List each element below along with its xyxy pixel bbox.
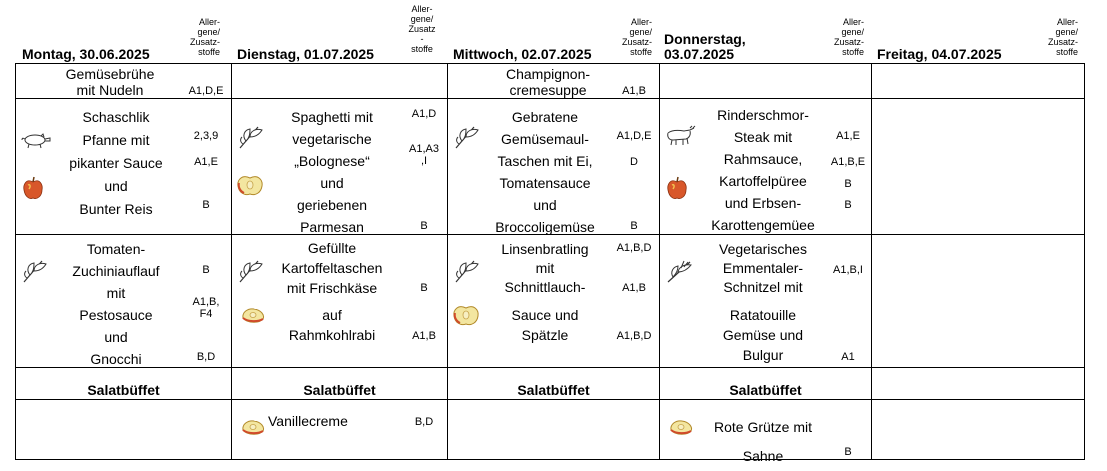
salad-label-dienstag: Salatbüffet — [303, 382, 376, 398]
apple-icon — [240, 306, 266, 324]
soup-mittwoch: Champignon- cremesuppe — [505, 66, 591, 98]
dish-menu1-mittwoch: Gebratene Gemüsemaul- Taschen mit Ei, Tomatensauce und Broccoligemüse — [495, 109, 595, 235]
dish-menu1-donnerstag: Rinderschmor- Steak mit Rahmsauce, Kartoffelpüree und Erbsen- Karottengemüee — [711, 107, 815, 233]
allergen-code: A1,B,D — [616, 330, 652, 342]
cow-icon — [664, 125, 696, 147]
apple-icon — [236, 173, 264, 197]
dish-menu2-donnerstag: Vegetarisches Emmentaler- Schnitzel mit — [719, 241, 807, 295]
day-header-mittwoch: Mittwoch, 02.07.2025 — [453, 46, 592, 62]
allergen-code: A1,B,I — [833, 264, 863, 276]
leaf-icon — [666, 258, 694, 284]
day-header-montag: Montag, 30.06.2025 — [22, 46, 150, 62]
leaf-icon — [22, 258, 50, 284]
dish-menu2-dienstag: Gefüllte Kartoffeltaschen mit Frischkäse — [281, 240, 383, 296]
allergen-code: B — [420, 282, 428, 294]
allergen-code: A1,B,D — [616, 242, 652, 254]
allergen-code: A1,B, F4 — [192, 296, 220, 320]
allergen-header: Aller- gene/ Zusatz- stoffe — [189, 17, 220, 57]
allergen-header: Aller- gene/ Zusatz- stoffe — [621, 17, 652, 57]
leaf-icon — [238, 258, 266, 284]
allergen-code: D — [630, 156, 638, 168]
allergen-header: Aller- gene/ Zusatz- stoffe — [1047, 17, 1078, 57]
salad-label-mittwoch: Salatbüffet — [517, 382, 590, 398]
allergen-code: A1,B,E — [830, 156, 866, 168]
apple-icon — [666, 175, 688, 201]
soup-montag: Gemüsebrühe mit Nudeln — [65, 66, 155, 98]
apple-icon — [240, 418, 266, 436]
allergen-code: B,D — [414, 416, 434, 428]
allergen-code: A1,B — [412, 330, 436, 342]
allergen-code: A1,A3 ,I — [409, 143, 439, 167]
allergen-code: A1,E — [194, 156, 218, 168]
dessert-dienstag: Vanillecreme — [268, 413, 348, 429]
allergen-code: B,D — [196, 351, 216, 363]
dish-menu2-dienstag-cont: auf Rahmkohlrabi — [288, 307, 376, 343]
allergen-code: 2,3,9 — [193, 130, 219, 142]
dessert-donnerstag: Rote Grütze mit Sahne — [713, 419, 813, 464]
allergen-header: Aller- gene/ Zusatz- stoffe — [833, 17, 864, 57]
day-header-donnerstag: Donnerstag, 03.07.2025 — [664, 31, 746, 62]
pig-icon — [20, 131, 52, 149]
salad-label-donnerstag: Salatbüffet — [729, 382, 802, 398]
dish-menu2-donnerstag-cont: Ratatouille Gemüse und Bulgur — [722, 307, 804, 363]
dish-menu2-mittwoch: Linsenbratling mit Schnittlauch- — [501, 241, 589, 295]
allergen-code: A1 — [841, 351, 855, 363]
day-header-dienstag: Dienstag, 01.07.2025 — [237, 46, 374, 62]
dish-menu1-montag: Schaschlik Pfanne mit pikanter Sauce und Bunter Reis — [69, 109, 163, 217]
allergen-code: B — [844, 446, 852, 458]
allergen-code: B — [202, 264, 210, 276]
allergen-code: B — [630, 220, 638, 232]
allergen-code: B — [202, 199, 210, 211]
dish-menu2-montag: Tomaten- Zuchiniauflauf mit Pestosauce und Gnocchi — [72, 241, 160, 367]
allergen-code: A1,D,E — [188, 85, 224, 97]
allergen-code: A1,E — [836, 130, 860, 142]
allergen-code: A1,B — [622, 282, 646, 294]
allergen-code: B — [844, 199, 852, 211]
day-header-freitag: Freitag, 04.07.2025 — [877, 46, 1002, 62]
allergen-code: A1,D,E — [616, 130, 652, 142]
apple-icon — [452, 303, 480, 327]
dish-menu2-mittwoch-cont: Sauce und Spätzle — [511, 307, 579, 343]
allergen-code: B — [420, 220, 428, 232]
salad-label-montag: Salatbüffet — [87, 382, 160, 398]
allergen-header: Aller- gene/ Zusatz - stoffe — [408, 4, 436, 54]
leaf-icon — [238, 124, 266, 150]
allergen-code: B — [844, 178, 852, 190]
allergen-code: A1,D — [411, 108, 437, 120]
apple-icon — [668, 418, 694, 436]
dish-menu1-dienstag: Spaghetti mit vegetarische „Bolognese“ und geriebenen Parmesan — [291, 109, 373, 235]
allergen-code: A1,B — [622, 85, 646, 97]
apple-icon — [22, 175, 44, 201]
